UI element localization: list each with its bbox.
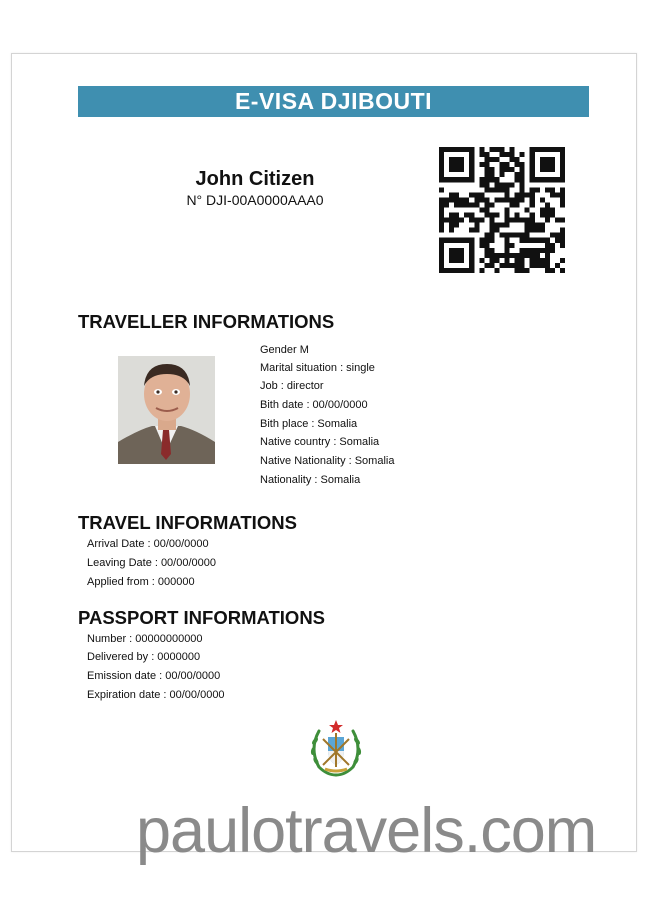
field-label: Emission date : [87,670,163,682]
field-label: Marital situation : [260,362,344,374]
field-label: Arrival Date : [87,538,151,550]
field-value: 00/00/0000 [153,538,209,550]
field-label: Gender [260,344,297,356]
watermark-text: paulotravels.com [136,796,597,866]
field-label: Number : [87,633,133,645]
field-value: director [286,380,324,392]
field-value: M [299,344,309,356]
field-value: 000000 [157,576,195,588]
travel-section-title: TRAVEL INFORMATIONS [78,512,297,533]
traveller-field [260,361,375,375]
field-label: Bith date : [260,399,310,411]
holder-block [150,167,360,209]
traveller-field [260,435,379,449]
traveller-photo [118,356,215,464]
holder-name: John Citizen [195,168,315,190]
passport-field [87,650,200,664]
travel-field [87,575,195,589]
field-value: 0000000 [157,651,201,663]
field-value: Somalia [317,418,358,430]
field-label: Delivered by : [87,651,155,663]
field-label: Applied from : [87,576,155,588]
passport-field [87,632,203,646]
field-label: Nationality : [260,474,318,486]
field-label: Leaving Date : [87,557,158,569]
field-value: 00/00/0000 [312,399,368,411]
traveller-field [260,473,360,487]
traveller-field [260,454,394,468]
qr-code-icon [439,147,565,273]
field-value: 00/00/0000 [160,557,216,569]
traveller-section-title: TRAVELLER INFORMATIONS [78,311,335,332]
field-value: 00000000000 [135,633,203,645]
traveller-field [260,417,357,431]
field-value: 00/00/0000 [165,670,221,682]
traveller-field [260,398,368,412]
field-value: Somalia [354,455,395,467]
traveller-field [260,343,309,357]
passport-section-title: PASSPORT INFORMATIONS [78,607,326,628]
travel-field [87,556,216,570]
field-value: 00/00/0000 [169,689,225,701]
field-label: Native Nationality : [260,455,352,467]
field-label: Bith place : [260,418,315,430]
travel-field [87,537,209,551]
traveller-field [260,379,324,393]
field-label: Job : [260,380,284,392]
field-value: single [346,362,375,374]
field-value: Somalia [320,474,361,486]
field-value: Somalia [339,436,380,448]
djibouti-emblem-icon [305,717,367,779]
passport-field [87,688,225,702]
visa-title-banner: E-VISA DJIBOUTI [78,86,589,117]
passport-field [87,669,220,683]
field-label: Expiration date : [87,689,167,701]
visa-number: N° DJI-00A0000AAA0 [186,192,324,208]
field-label: Native country : [260,436,337,448]
